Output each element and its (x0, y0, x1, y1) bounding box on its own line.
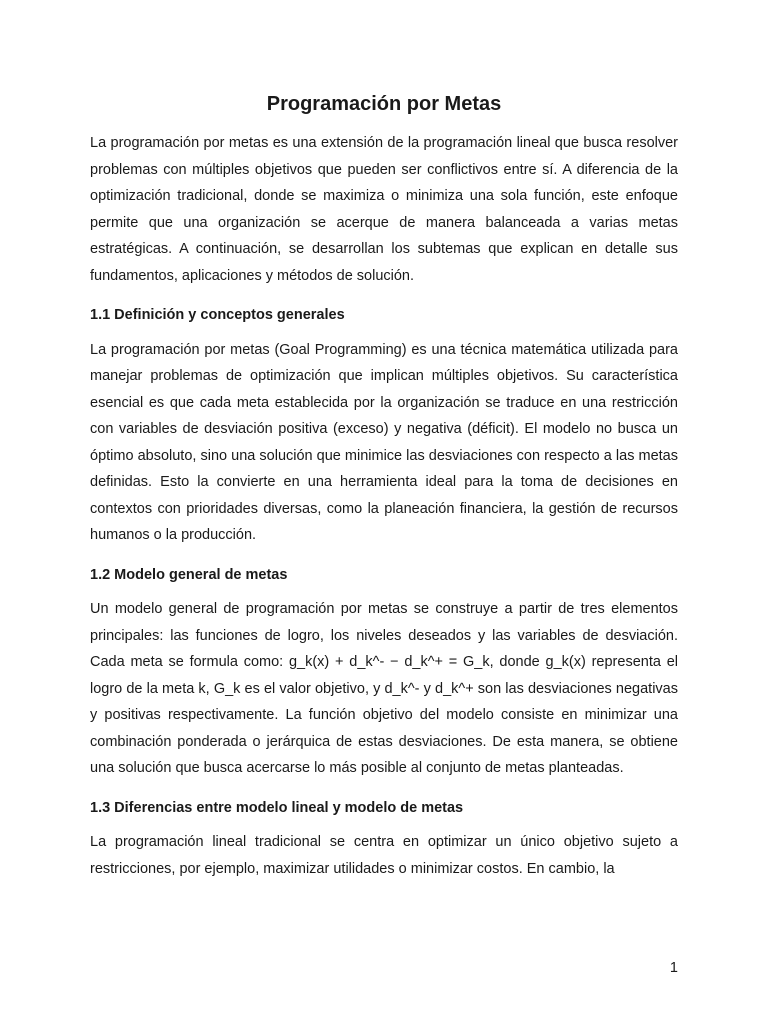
section-heading-1-2: 1.2 Modelo general de metas (90, 566, 288, 583)
document-page (90, 90, 678, 882)
page-title: Programación por Metas (266, 93, 502, 115)
section-paragraph-1-1: La programación por metas (Goal Programming) es una técnica matemática utilizada para manejar problemas de optimización que implican múltiples objetivos. Su característica esencial es que cada meta establecida por la organización se traduce en una restricción con variables de desviación positiva (exceso) y negativa (déficit). El modelo no busca un óptimo absoluto, sino una solución que minimice las desviaciones con respecto a las metas definidas. Esto la convierte en una herramienta ideal para la toma de decisiones en contextos con prioridades diversas, como la planeación financiera, la gestión de recursos humanos o la producción. (90, 341, 678, 543)
section-heading-1-3: 1.3 Diferencias entre modelo lineal y modelo de metas (90, 799, 464, 816)
intro-paragraph: La programación por metas es una extensión de la programación lineal que busca resolver problemas con múltiples objetivos que pueden ser conflictivos entre sí. A diferencia de la optimización tradicional, donde se maximiza o minimiza una sola función, este enfoque permite que una organización se acerque de manera balanceada a varias metas estratégicas. A continuación, se desarrollan los subtemas que explican en detalle sus fundamentos, aplicaciones y métodos de solución. (90, 135, 678, 284)
section-paragraph-1-3: La programación lineal tradicional se centra en optimizar un único objetivo sujeto a restricciones, por ejemplo, maximizar utilidades o minimizar costos. En cambio, la (90, 834, 678, 877)
section-paragraph-1-2: Un modelo general de programación por metas se construye a partir de tres elementos principales: las funciones de logro, los niveles deseados y las variables de desviación. Cada meta se formula como: g_k(x) + d_k^- − d_k^+ = G_k, donde g_k(x) representa el logro de la meta k, G_k es el valor objetivo, y d_k^- y d_k^+ son las desviaciones negativas y positivas respectivamente. La función objetivo del modelo consiste en minimizar una combinación ponderada o jerárquica de estas desviaciones. De esta manera, se obtiene una solución que busca acercarse lo más posible al conjunto de metas planteadas. (90, 601, 678, 776)
page-number: 1 (669, 960, 678, 976)
section-heading-1-1: 1.1 Definición y conceptos generales (90, 307, 345, 323)
